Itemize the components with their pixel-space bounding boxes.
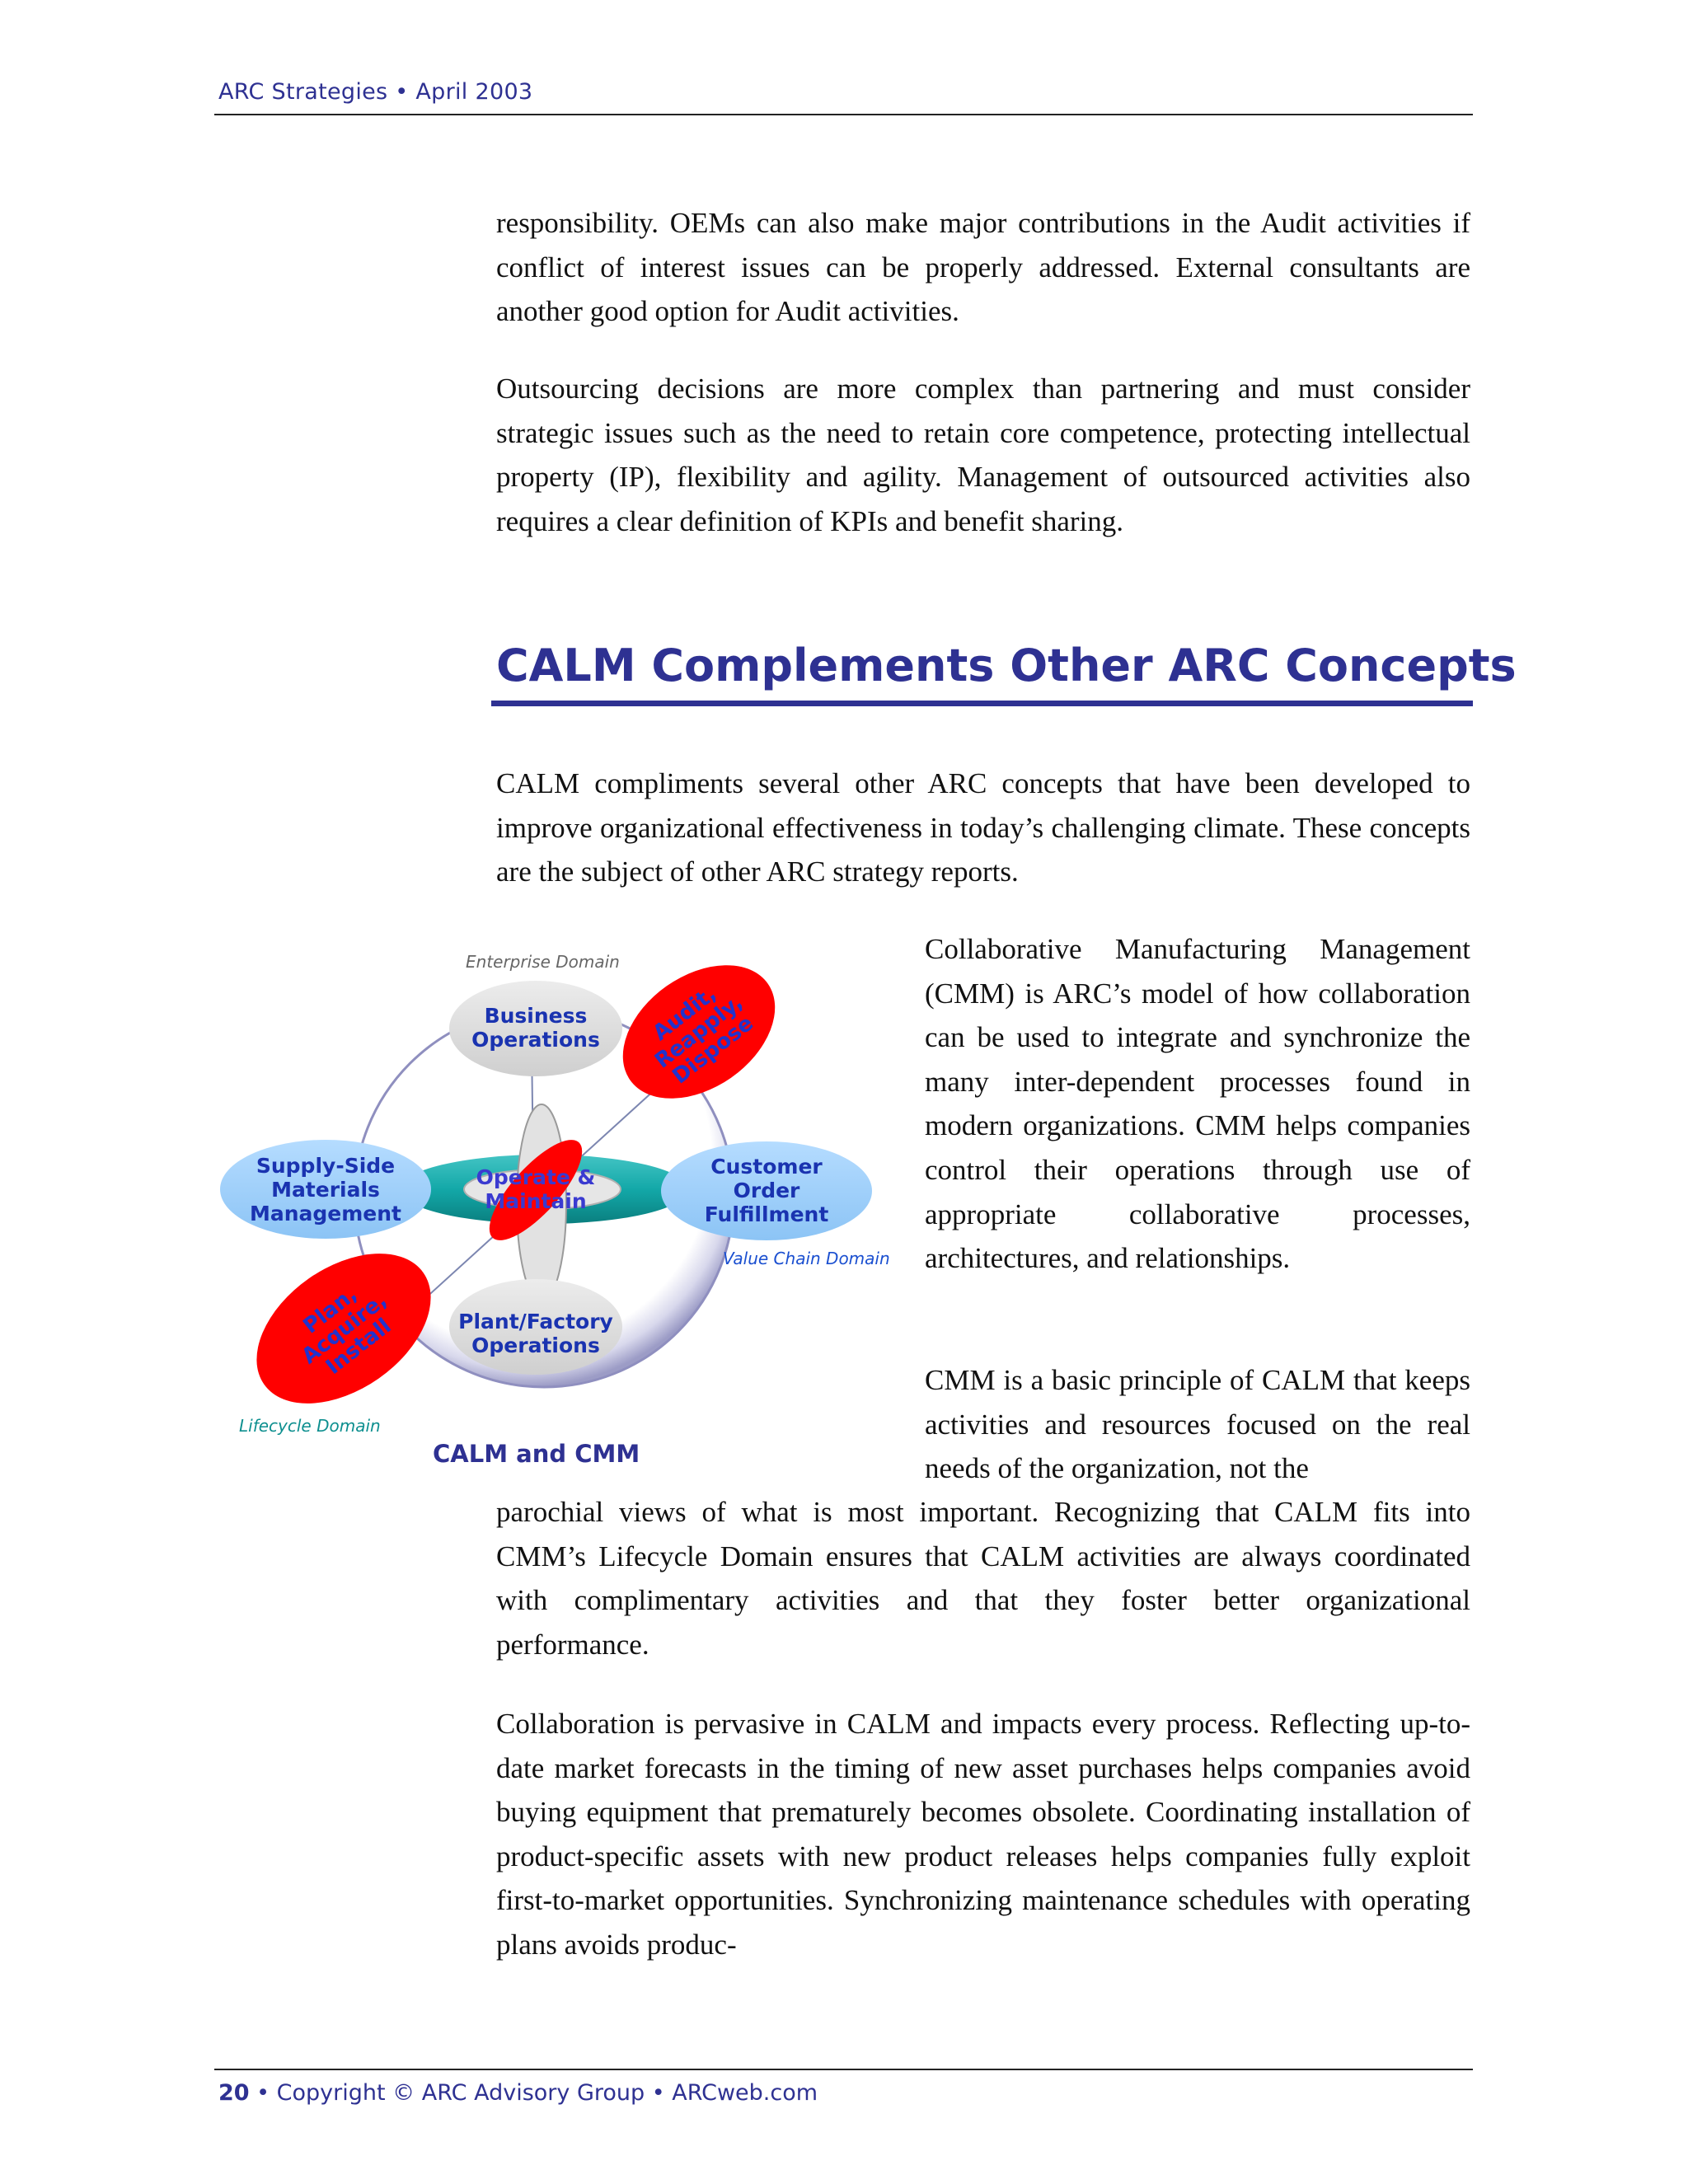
paragraph-collaboration: Collaboration is pervasive in CALM and impacts every process. Reflecting up-to-date market forecasts in the timing of new asset purchases helps companies avoid buying equipment that prematurely becomes obsolete. Coordinating installation of product-specific assets with new product releases helps companies fully exploit first-to-market opportunities. Synchronizing maintenance schedules with operating plans avoids produc-: [496, 1708, 1470, 1961]
paragraph-calm-concepts: CALM compliments several other ARC concepts that have been developed to improve organizational effectiveness in today’s challenging climate. These concepts are the subject of other ARC strategy reports.: [496, 767, 1470, 888]
plant-operations-label: Plant/Factory Operations: [458, 1310, 613, 1357]
business-operations-label: Business Operations: [471, 1004, 600, 1052]
customer-order-label: Customer Order Fulfillment: [704, 1155, 829, 1226]
running-header: ARC Strategies • April 2003: [218, 79, 533, 105]
calm-cmm-diagram: [198, 931, 907, 1483]
paragraph-cmm-principle-start: CMM is a basic principle of CALM that keeps activities and resources focused on the real needs of the organization, not the: [925, 1364, 1470, 1485]
section-heading: CALM Complements Other ARC Concepts: [496, 640, 1517, 691]
supply-side-label: Supply-Side Materials Management: [249, 1154, 402, 1226]
lifecycle-domain-label: Lifecycle Domain: [239, 1416, 381, 1436]
paragraph-cmm-definition: Collaborative Manufacturing Management (CMM) is ARC’s model of how collaboration can be used to integrate and synchronize the many inter-dependent processes found in modern organizations. CMM helps companies control their operations through use of appropriate collaborative processes, architectures, and relationships.: [925, 933, 1470, 1275]
page-footer: [218, 2080, 818, 2106]
paragraph-outsourcing: Outsourcing decisions are more complex than partnering and must consider strategic issues such as the need to retain core competence, protecting intellectual property (IP), flexibility and agility. Management of outsourced activities also requires a clear definition of KPIs and benefit sharing.: [496, 373, 1470, 537]
paragraph-cmm-principle-end: parochial views of what is most important. Recognizing that CALM fits into CMM’s Lifecycle Domain ensures that CALM activities are always coordinated with complimentary activities and that they foster better organizational performance.: [496, 1496, 1470, 1661]
header-divider: [214, 114, 1473, 115]
plan-label: Plan, Acquire, Install: [297, 1282, 396, 1380]
operate-maintain-label: Operate & Maintain: [476, 1165, 596, 1213]
enterprise-domain-label: Enterprise Domain: [466, 952, 620, 972]
page-number: 20: [218, 2080, 250, 2106]
audit-label: Audit, Reapply, Dispose: [648, 981, 759, 1090]
footer-copyright: • Copyright © ARC Advisory Group • ARCweb.com: [249, 2080, 818, 2106]
footer-divider: [214, 2069, 1473, 2070]
value-chain-domain-label: Value Chain Domain: [723, 1249, 890, 1268]
paragraph-audit: responsibility. OEMs can also make major contributions in the Audit activities if conflict of interest issues can be properly addressed. External consultants are another good option for Audit activities.: [496, 207, 1470, 328]
heading-underline: [491, 701, 1473, 706]
figure-caption: CALM and CMM: [433, 1440, 640, 1468]
